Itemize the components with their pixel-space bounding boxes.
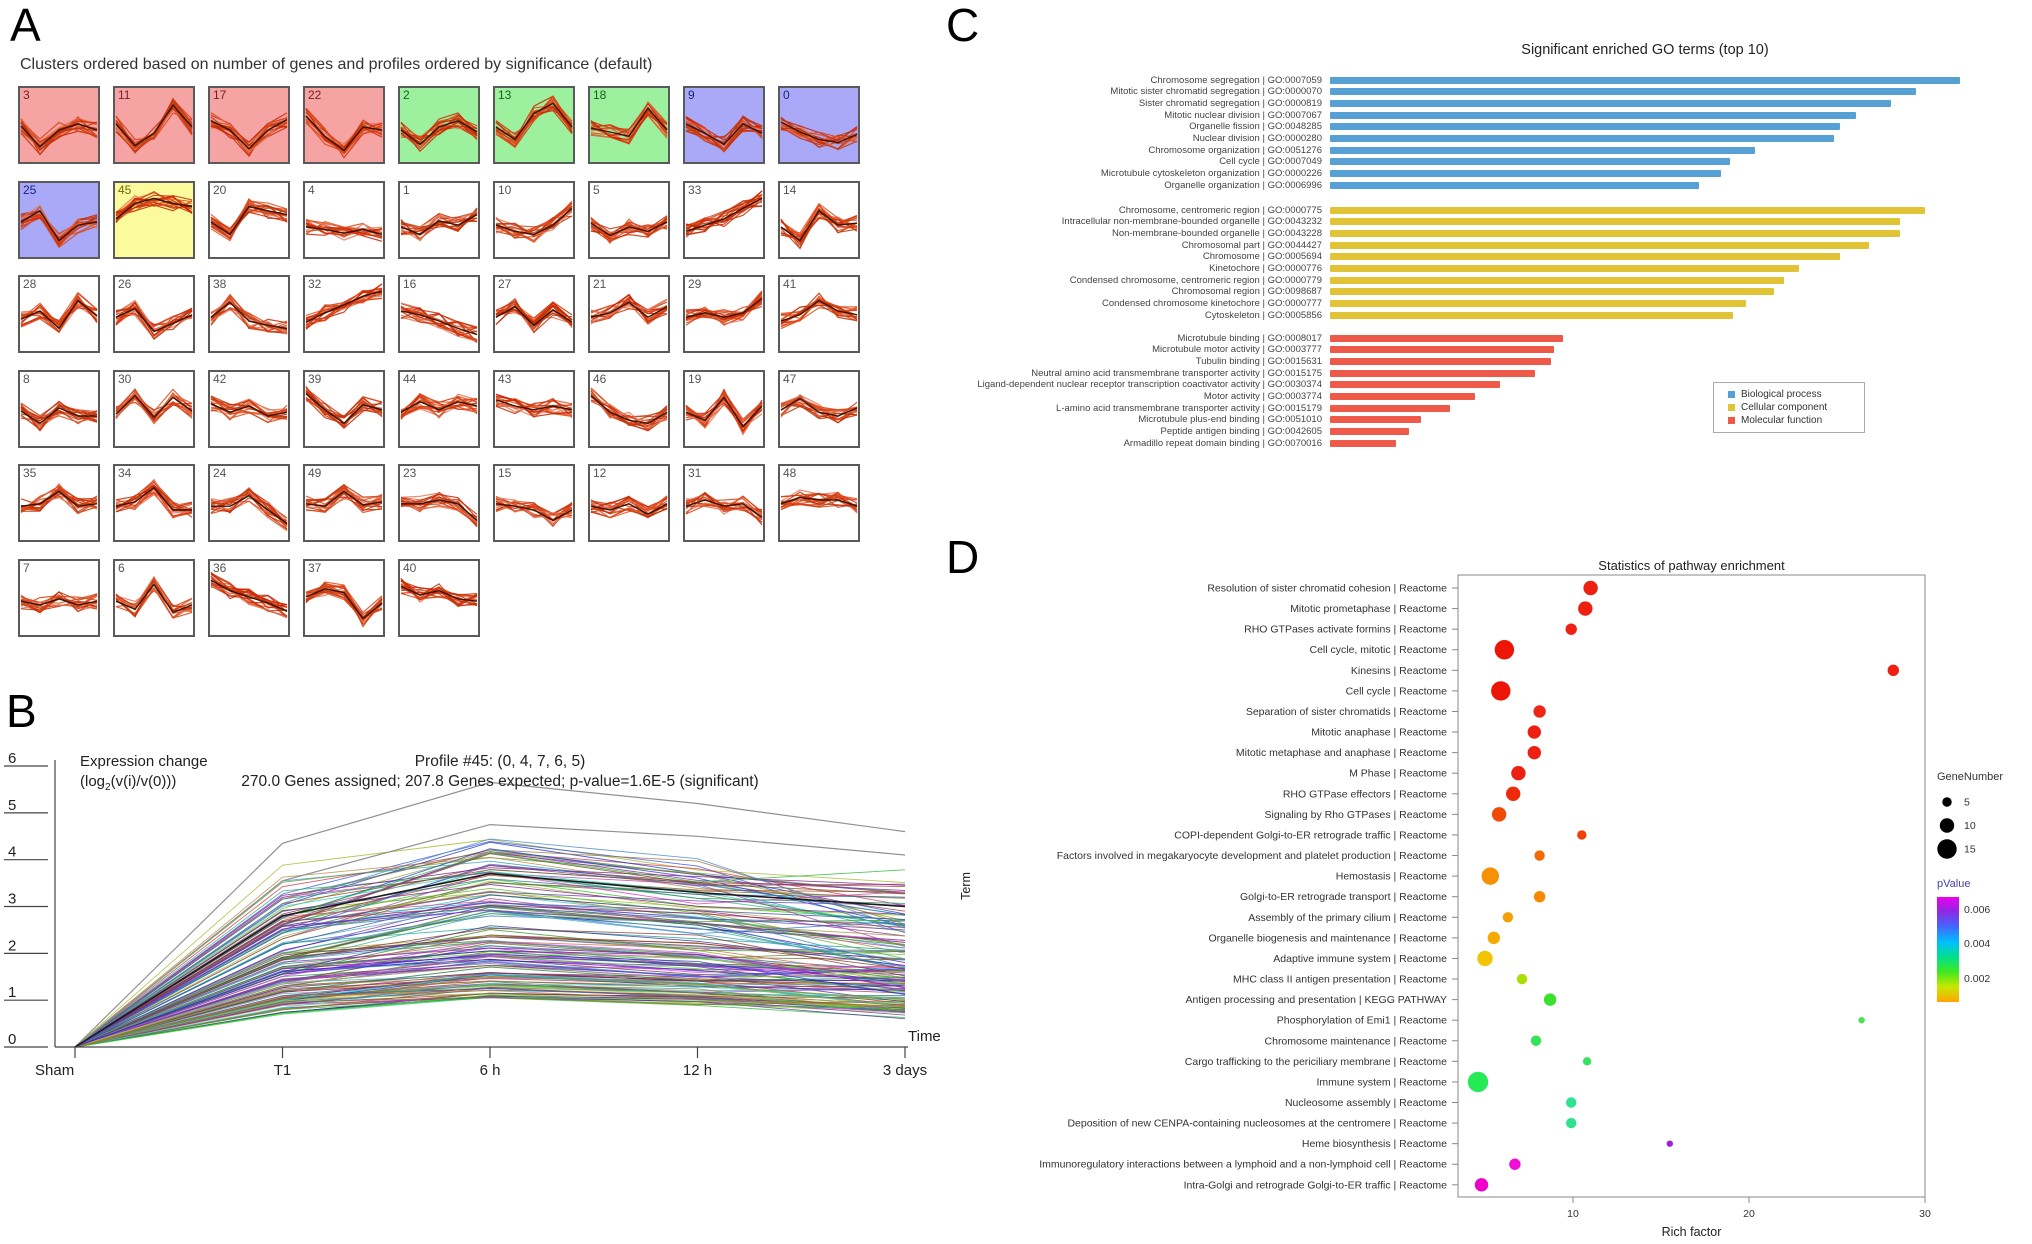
go-term-bar [1330, 135, 1834, 142]
cluster-miniplot [400, 183, 478, 257]
cluster-number: 7 [23, 560, 30, 575]
pathway-label: Mitotic anaphase | Reactome [1311, 726, 1447, 739]
go-term-label: Chromosomal region | GO:0098687 [1171, 286, 1322, 298]
legend-label: Biological process [1741, 389, 1822, 400]
cluster-number: 32 [308, 277, 322, 291]
pathway-label: Immune system | Reactome [1316, 1076, 1447, 1089]
y-tick-label: 4 [8, 843, 17, 861]
cluster-profile-47 [778, 370, 860, 448]
cluster-number: 4 [308, 182, 315, 197]
cluster-number: 9 [688, 88, 695, 102]
x-tick-label: T1 [273, 1062, 292, 1079]
cluster-number: 38 [213, 277, 227, 291]
pathway-label: Cell cycle, mitotic | Reactome [1309, 644, 1447, 657]
go-term-bar [1330, 242, 1869, 249]
cluster-profile-18 [588, 86, 670, 164]
pathway-label: Immunoregulatory interactions between a lymphoid and a non-lymphoid cell | Reactome [1039, 1158, 1447, 1171]
pathway-dot [1533, 705, 1545, 717]
go-term-bar [1330, 358, 1551, 365]
go-term-label: Microtubule binding | GO:0008017 [1177, 332, 1322, 344]
cluster-profile-24 [208, 464, 290, 542]
go-term-bar [1330, 207, 1925, 214]
pathway-label: M Phase | Reactome [1349, 767, 1447, 780]
pvalue-legend-title: pValue [1937, 878, 1971, 890]
pathway-dot [1482, 867, 1499, 884]
go-term-bar [1330, 288, 1774, 295]
pathway-label: Deposition of new CENPA-containing nucleosomes at the centromere | Reactome [1067, 1117, 1447, 1130]
go-term-bar [1330, 405, 1450, 412]
pathway-label: Golgi-to-ER retrograde transport | Reactome [1240, 891, 1447, 904]
cluster-number: 41 [783, 277, 797, 291]
pathway-label: COPI-dependent Golgi-to-ER retrograde traffic | Reactome [1174, 829, 1447, 842]
y-axis-title: Term [959, 872, 973, 900]
go-term-bar [1330, 265, 1799, 272]
cluster-number: 10 [498, 182, 512, 197]
pathway-dot [1509, 1159, 1520, 1170]
cluster-profile-41 [778, 275, 860, 353]
cluster-profile-5 [588, 181, 670, 259]
gene-number-legend-value: 15 [1964, 843, 1976, 856]
pathway-label: Hemostasis | Reactome [1335, 870, 1447, 883]
cluster-profile-38 [208, 275, 290, 353]
pathway-dot [1888, 665, 1899, 676]
go-term-bar [1330, 312, 1733, 319]
go-term-bar [1330, 370, 1535, 377]
pathway-dot [1468, 1072, 1488, 1092]
pathway-plot-svg [950, 540, 2032, 1244]
cluster-number: 29 [688, 277, 702, 291]
go-term-label: Organelle organization | GO:0006996 [1164, 179, 1322, 191]
cluster-number: 18 [593, 88, 607, 102]
go-term-label: Tubulin binding | GO:0015631 [1195, 355, 1322, 367]
y-tick-label: 6 [8, 750, 17, 768]
cluster-profile-7 [18, 559, 100, 637]
go-term-label: Condensed chromosome kinetochore | GO:0000777 [1101, 298, 1322, 310]
pathway-label: MHC class II antigen presentation | Reactome [1233, 973, 1447, 986]
cluster-profile-40 [398, 559, 480, 637]
go-term-label: Motor activity | GO:0003774 [1203, 391, 1322, 402]
pathway-dot [1531, 1036, 1541, 1046]
cluster-number: 43 [498, 371, 512, 386]
cluster-profile-11 [113, 86, 195, 164]
x-tick-label: 12 h [682, 1062, 713, 1079]
go-term-bar [1330, 346, 1554, 353]
pathway-label: Mitotic metaphase and anaphase | Reactome [1235, 747, 1447, 760]
go-term-bar [1330, 253, 1840, 260]
go-term-label: Ligand-dependent nuclear receptor transcription coactivator activity | GO:0030374 [977, 379, 1322, 391]
cluster-profile-44 [398, 370, 480, 448]
pathway-dot [1488, 932, 1500, 944]
cluster-profile-4 [303, 181, 385, 259]
go-term-label: L-amino acid transmembrane transporter activity | GO:0015179 [1056, 402, 1322, 414]
cluster-profile-12 [588, 464, 670, 542]
cluster-profile-3 [18, 86, 100, 164]
cluster-number: 12 [593, 466, 607, 480]
pathway-dot [1491, 681, 1510, 700]
pvalue-legend-value: 0.002 [1964, 973, 1991, 985]
cluster-number: 5 [593, 182, 600, 197]
pathway-dot [1583, 1057, 1591, 1065]
cluster-profile-2 [398, 86, 480, 164]
go-term-bar [1330, 100, 1891, 107]
cluster-profile-34 [113, 464, 195, 542]
pathway-label: Chromosome maintenance | Reactome [1264, 1035, 1447, 1048]
pathway-label: RHO GTPases activate formins | Reactome [1244, 623, 1447, 636]
go-term-bar [1330, 300, 1746, 307]
pathway-dot [1477, 951, 1492, 966]
legend-swatch-icon [1728, 417, 1735, 424]
go-term-bar [1330, 170, 1721, 177]
go-term-bar [1330, 335, 1563, 342]
cluster-number: 37 [308, 560, 322, 575]
cluster-miniplot [685, 88, 763, 162]
cluster-number: 45 [118, 182, 132, 197]
cluster-profile-33 [683, 181, 765, 259]
go-term-label: Chromosome organization | GO:0051276 [1148, 144, 1322, 156]
go-term-bar [1330, 277, 1784, 284]
gene-number-legend-dot [1942, 797, 1951, 806]
cluster-profile-1 [398, 181, 480, 259]
go-term-bar [1330, 218, 1900, 225]
go-term-label: Mitotic sister chromatid segregation | GO:0000070 [1110, 86, 1322, 98]
cluster-profile-36 [208, 559, 290, 637]
pathway-dot [1511, 766, 1525, 780]
cluster-profile-14 [778, 181, 860, 259]
pathway-dot [1528, 746, 1541, 759]
cluster-number: 34 [118, 466, 132, 480]
go-term-bar [1330, 123, 1840, 130]
pathway-label: Resolution of sister chromatid cohesion | Reactome [1207, 582, 1447, 595]
cluster-profile-45 [113, 181, 195, 259]
cluster-profile-43 [493, 370, 575, 448]
go-term-label: Chromosomal part | GO:0044427 [1181, 239, 1322, 251]
cluster-miniplot [305, 183, 383, 257]
cluster-number: 22 [308, 88, 322, 102]
pathway-dot [1667, 1140, 1673, 1146]
cluster-profile-6 [113, 559, 195, 637]
go-term-bar [1330, 88, 1916, 95]
gene-number-legend-title: GeneNumber [1937, 771, 2004, 783]
pvalue-legend-value: 0.004 [1964, 938, 1991, 950]
go-term-label: Kinetochore | GO:0000776 [1209, 263, 1322, 274]
x-tick-label: 6 h [479, 1062, 501, 1079]
cluster-profile-19 [683, 370, 765, 448]
pvalue-legend-value: 0.006 [1964, 904, 1991, 916]
cluster-profile-49 [303, 464, 385, 542]
gene-number-legend-value: 5 [1964, 796, 1970, 809]
pathway-dot [1517, 974, 1527, 984]
y-tick-label: 0 [8, 1031, 17, 1048]
legend-label: Molecular function [1741, 415, 1823, 426]
go-term-bar [1330, 77, 1960, 84]
cluster-profile-35 [18, 464, 100, 542]
pathway-label: Factors involved in megakaryocyte development and platelet production | Reactome [1056, 850, 1447, 863]
pathway-dot [1583, 581, 1597, 595]
legend-item [1720, 401, 1858, 414]
go-term-label: Non-membrane-bounded organelle | GO:0043228 [1111, 227, 1322, 239]
go-term-label: Condensed chromosome, centromeric region | GO:0000779 [1069, 274, 1322, 286]
cluster-number: 28 [23, 277, 37, 291]
go-term-label: Cell cycle | GO:0007049 [1219, 156, 1322, 168]
gene-number-legend-dot [1940, 818, 1954, 832]
go-term-label: Chromosome | GO:0005694 [1202, 251, 1322, 263]
go-term-bar [1330, 182, 1699, 189]
go-term-label: Mitotic nuclear division | GO:0007067 [1164, 109, 1322, 121]
go-category-legend [1713, 382, 1865, 433]
cluster-profile-48 [778, 464, 860, 542]
go-term-label: Chromosome, centromeric region | GO:0000775 [1118, 204, 1322, 216]
cluster-number: 26 [118, 277, 132, 291]
gene-number-legend-value: 10 [1964, 820, 1976, 832]
y-axis-title-formula: $(\log_2(v(i)/v(0)))$ [80, 773, 177, 793]
pathway-dot [1858, 1017, 1864, 1023]
cluster-miniplot [115, 561, 193, 635]
cluster-profile-22 [303, 86, 385, 164]
pvalue-gradient-bar [1937, 897, 1959, 1002]
cluster-miniplot [780, 88, 858, 162]
cluster-profile-26 [113, 275, 195, 353]
pathway-label: Organelle biogenesis and maintenance | Reactome [1208, 932, 1447, 945]
pathway-dot [1495, 640, 1514, 659]
cluster-profile-grid [18, 86, 898, 666]
go-term-label: Microtubule plus-end binding | GO:0051010 [1138, 414, 1322, 426]
y-tick-label: 1 [8, 984, 17, 1002]
pathway-label: Nucleosome assembly | Reactome [1284, 1097, 1447, 1109]
cluster-number: 44 [403, 371, 417, 386]
go-term-label: Organelle fission | GO:0048285 [1189, 121, 1322, 133]
y-tick-label: 5 [8, 796, 17, 814]
y-axis-title: Expression change [80, 753, 208, 770]
cluster-number: 46 [593, 371, 607, 386]
panel-b-title: Profile #45: (0, 4, 7, 6, 5) [414, 753, 586, 770]
cluster-profile-39 [303, 370, 385, 448]
cluster-number: 17 [213, 88, 227, 102]
pathway-label: Assembly of the primary cilium | Reactome [1248, 911, 1447, 924]
cluster-profile-23 [398, 464, 480, 542]
panel-a-title: Clusters ordered based on number of genes and profiles ordered by significance (default) [20, 56, 653, 73]
pathway-dot [1544, 993, 1556, 1005]
pathway-dot [1475, 1178, 1488, 1191]
cluster-number: 23 [403, 466, 417, 480]
pathway-label: Intra-Golgi and retrograde Golgi-to-ER traffic | Reactome [1183, 1179, 1447, 1192]
cluster-profile-31 [683, 464, 765, 542]
go-term-bar [1330, 112, 1856, 119]
cluster-miniplot [20, 372, 98, 446]
cluster-profile-42 [208, 370, 290, 448]
cluster-profile-21 [588, 275, 670, 353]
cluster-number: 0 [783, 88, 790, 102]
pathway-dot [1566, 1097, 1576, 1107]
cluster-number: 35 [23, 466, 37, 480]
cluster-profile-28 [18, 275, 100, 353]
go-term-label: Armadillo repeat domain binding | GO:0070016 [1123, 437, 1322, 449]
cluster-profile-8 [18, 370, 100, 448]
cluster-number: 24 [213, 466, 227, 480]
panel-a-letter: A [10, 0, 41, 51]
pathway-dot [1506, 787, 1520, 801]
cluster-number: 11 [118, 88, 131, 102]
x-axis-title: Time [908, 1028, 941, 1045]
go-term-label: Neutral amino acid transmembrane transporter activity | GO:0015175 [1031, 367, 1322, 379]
pathway-dot [1534, 891, 1545, 902]
y-tick-label: 2 [8, 937, 17, 955]
go-term-bar [1330, 381, 1500, 388]
pathway-dot [1566, 623, 1577, 634]
y-tick-label: 3 [8, 890, 17, 908]
cluster-profile-25 [18, 181, 100, 259]
go-term-label: Microtubule motor activity | GO:0003777 [1152, 344, 1322, 356]
go-term-bar [1330, 440, 1396, 447]
cluster-number: 49 [308, 466, 322, 480]
pathway-dot [1503, 912, 1513, 922]
cluster-number: 15 [498, 466, 512, 480]
cluster-number: 42 [213, 371, 227, 386]
cluster-miniplot [590, 183, 668, 257]
pathway-label: Heme biosynthesis | Reactome [1301, 1138, 1447, 1151]
cluster-profile-32 [303, 275, 385, 353]
pathway-dot [1528, 725, 1541, 738]
go-term-bar [1330, 147, 1755, 154]
cluster-number: 27 [498, 277, 512, 291]
cluster-profile-37 [303, 559, 385, 637]
pathway-dot [1492, 807, 1506, 821]
panel-b-subtitle: 270.0 Genes assigned; 207.8 Genes expected; p-value=1.6E-5 (significant) [241, 773, 759, 790]
pathway-label: Antigen processing and presentation | KEGG PATHWAY [1185, 994, 1447, 1007]
cluster-number: 14 [783, 182, 797, 197]
go-term-label: Microtubule cytoskeleton organization | GO:0000226 [1100, 168, 1322, 180]
cluster-miniplot [20, 88, 98, 162]
cluster-miniplot [400, 88, 478, 162]
go-term-label: Nuclear division | GO:0000280 [1192, 133, 1322, 144]
legend-label: Cellular component [1741, 402, 1828, 413]
pathway-label: Signaling by Rho GTPases | Reactome [1264, 808, 1447, 821]
cluster-number: 21 [593, 277, 607, 291]
legend-swatch-icon [1728, 391, 1735, 398]
cluster-number: 13 [498, 88, 512, 102]
legend-item [1720, 388, 1858, 401]
cluster-profile-46 [588, 370, 670, 448]
cluster-miniplot [20, 561, 98, 635]
expression-profile-plot [0, 685, 970, 1130]
x-axis-title: Rich factor [1661, 1225, 1722, 1239]
cluster-number: 47 [783, 371, 797, 386]
go-term-bar [1330, 416, 1421, 423]
cluster-number: 2 [403, 88, 410, 102]
panel-d-title: Statistics of pathway enrichment [1598, 558, 1785, 573]
cluster-number: 39 [308, 371, 322, 386]
pathway-dot [1534, 850, 1544, 860]
cluster-number: 40 [403, 560, 417, 575]
cluster-number: 6 [118, 560, 125, 575]
cluster-number: 16 [403, 277, 417, 291]
cluster-profile-30 [113, 370, 195, 448]
go-term-label: Cytoskeleton | GO:0005856 [1204, 309, 1322, 321]
legend-swatch-icon [1728, 404, 1735, 411]
cluster-profile-20 [208, 181, 290, 259]
go-term-bar [1330, 428, 1409, 435]
go-term-label: Intracellular non-membrane-bounded organelle | GO:0043232 [1061, 216, 1322, 228]
cluster-number: 8 [23, 371, 30, 386]
go-terms-bar-chart [940, 10, 2032, 530]
go-term-bar [1330, 393, 1475, 400]
pathway-label: Separation of sister chromatids | Reactome [1245, 705, 1447, 718]
cluster-number: 3 [23, 88, 30, 102]
panel-d-letter: D [946, 531, 980, 583]
cluster-profile-9 [683, 86, 765, 164]
pathway-label: Cargo trafficking to the periciliary membrane | Reactome [1184, 1055, 1447, 1068]
go-term-label: Sister chromatid segregation | GO:0000819 [1138, 97, 1322, 109]
pathway-dot [1566, 1118, 1576, 1128]
cluster-number: 20 [213, 182, 227, 197]
cluster-number: 19 [688, 371, 702, 386]
cluster-profile-10 [493, 181, 575, 259]
x-tick-label: 3 days [882, 1062, 928, 1079]
go-term-label: Chromosome segregation | GO:0007059 [1150, 74, 1322, 86]
cluster-profile-27 [493, 275, 575, 353]
cluster-profile-29 [683, 275, 765, 353]
x-tick-label: 10 [1567, 1208, 1579, 1220]
go-term-label: Peptide antigen binding | GO:0042605 [1160, 426, 1322, 438]
pathway-label: RHO GTPase effectors | Reactome [1282, 788, 1447, 801]
x-tick-label: 20 [1743, 1208, 1755, 1220]
pathway-label: Adaptive immune system | Reactome [1273, 952, 1447, 965]
pathway-enrichment-plot [950, 540, 2032, 1244]
pathway-dot [1577, 830, 1586, 839]
legend-item [1720, 414, 1858, 427]
go-term-bar [1330, 158, 1730, 165]
cluster-number: 30 [118, 371, 132, 386]
cluster-profile-17 [208, 86, 290, 164]
expression-plot-svg [0, 685, 970, 1130]
panel-c-letter: C [946, 0, 980, 51]
cluster-number: 25 [23, 182, 37, 197]
panel-b-letter: B [6, 685, 37, 737]
plot-frame [1458, 575, 1925, 1197]
cluster-number: 36 [213, 560, 227, 575]
panel-c-title: Significant enriched GO terms (top 10) [1521, 42, 1769, 58]
x-tick-label: Sham [35, 1062, 75, 1079]
pathway-label: Mitotic prometaphase | Reactome [1290, 603, 1447, 616]
x-tick-label: 30 [1919, 1208, 1931, 1220]
cluster-profile-0 [778, 86, 860, 164]
gene-number-legend-dot [1937, 839, 1956, 858]
cluster-number: 48 [783, 466, 797, 480]
cluster-number: 33 [688, 182, 702, 197]
cluster-profile-16 [398, 275, 480, 353]
pathway-label: Kinesins | Reactome [1350, 664, 1447, 677]
pathway-dot [1578, 601, 1592, 615]
cluster-profile-13 [493, 86, 575, 164]
cluster-number: 1 [403, 182, 410, 197]
cluster-profile-15 [493, 464, 575, 542]
pathway-label: Cell cycle | Reactome [1345, 685, 1447, 698]
pathway-label: Phosphorylation of Emi1 | Reactome [1276, 1014, 1447, 1027]
go-term-bar [1330, 230, 1900, 237]
cluster-number: 31 [688, 466, 702, 480]
